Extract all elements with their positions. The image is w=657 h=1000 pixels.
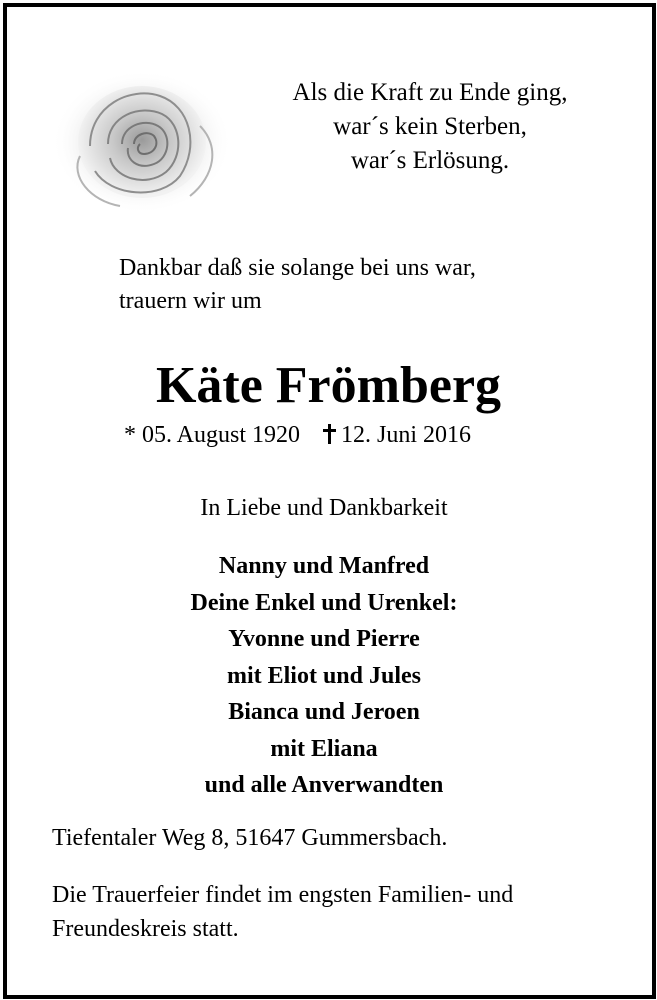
rose-icon <box>50 66 234 216</box>
mourner-line: und alle Anverwandten <box>204 772 444 798</box>
intro-text <box>119 252 476 318</box>
intro-line: Dankbar daß sie solange bei uns war, <box>119 255 476 281</box>
mourner-line: Bianca und Jeroen <box>228 699 420 725</box>
mourner-line: mit Eliana <box>270 735 378 762</box>
memorial-quote <box>240 76 620 178</box>
life-dates <box>124 420 471 450</box>
notice-line: Freundeskreis statt. <box>52 916 239 942</box>
birth-date: * 05. August 1920 <box>124 422 301 448</box>
quote-line: war´s Erlösung. <box>350 147 510 174</box>
cross-icon <box>322 424 336 444</box>
closing-phrase: In Liebe und Dankbarkeit <box>200 495 448 521</box>
address: Tiefentaler Weg 8, 51647 Gummersbach. <box>52 825 448 851</box>
death-date: 12. Juni 2016 <box>341 422 472 448</box>
notice-line: Die Trauerfeier findet im engsten Familien- und <box>52 882 514 908</box>
deceased-name: Käte Frömberg <box>155 357 502 414</box>
mourners-list <box>0 548 648 804</box>
mourner-line: Nanny und Manfred <box>218 553 430 579</box>
intro-line: trauern wir um <box>119 288 262 314</box>
mourner-line: Yvonne und Pierre <box>228 626 420 652</box>
quote-line: Als die Kraft zu Ende ging, <box>292 79 568 106</box>
mourner-line: Deine Enkel und Urenkel: <box>190 589 458 616</box>
mourner-line: mit Eliot und Jules <box>226 662 422 689</box>
quote-line: war´s kein Sterben, <box>333 113 527 140</box>
funeral-notice <box>52 878 513 946</box>
